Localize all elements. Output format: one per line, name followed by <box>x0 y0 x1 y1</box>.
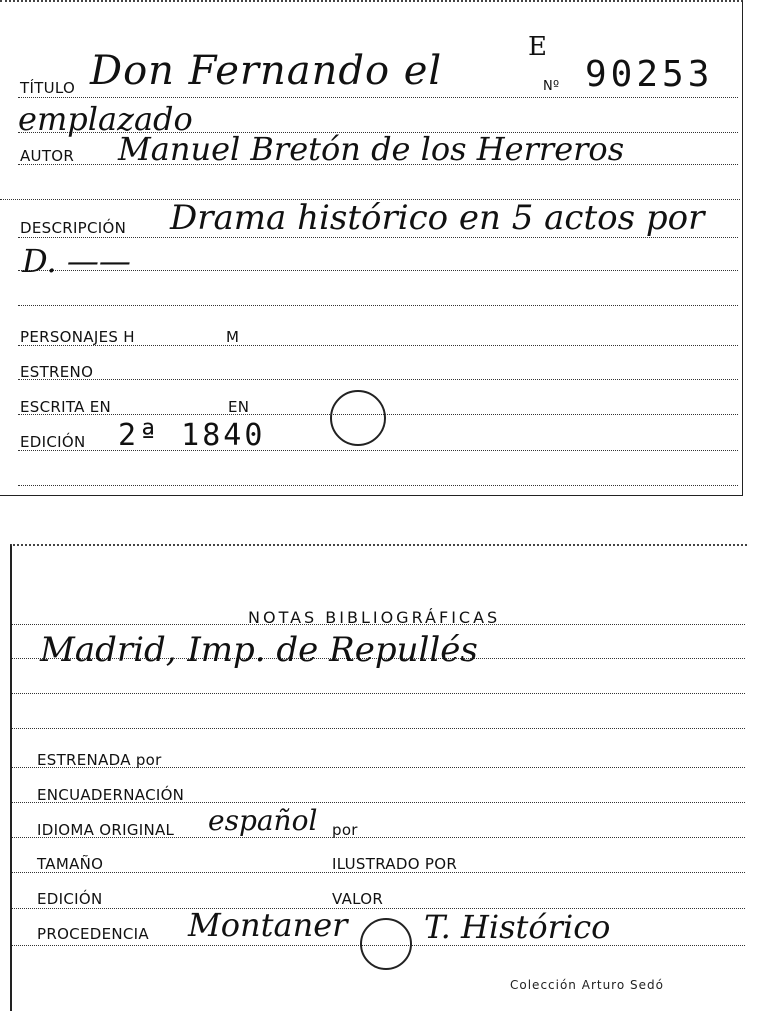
procedencia-value-2: T. Histórico <box>424 908 611 946</box>
edicion-label: EDICIÓN <box>20 433 86 451</box>
procedencia-value: Montaner <box>188 906 348 944</box>
rule-line <box>12 908 745 909</box>
titulo-value: Don Fernando el <box>90 48 443 94</box>
descripcion-value: Drama histórico en 5 actos por <box>170 198 705 238</box>
descripcion-value-continued: D. —— <box>22 242 131 280</box>
num-label: Nº <box>543 79 560 94</box>
autor-value: Manuel Bretón de los Herreros <box>118 130 625 168</box>
catalog-card-back <box>10 544 747 1011</box>
encuadernacion-label: ENCUADERNACIÓN <box>37 786 185 804</box>
titulo-value-continued: emplazado <box>18 100 193 138</box>
idioma-original-value: español <box>208 804 318 837</box>
notas-value: Madrid, Imp. de Repullés <box>40 630 478 670</box>
rule-line <box>18 305 738 306</box>
stamp-circle-mark <box>360 918 412 970</box>
procedencia-label: PROCEDENCIA <box>37 925 149 943</box>
tamano-label: TAMAÑO <box>37 855 104 873</box>
rule-line <box>18 485 738 486</box>
en-label: EN <box>228 398 250 416</box>
titulo-label: TÍTULO <box>20 79 76 97</box>
descripcion-label: DESCRIPCIÓN <box>20 219 127 237</box>
num-superscript: E <box>528 32 547 62</box>
stamp-circle-mark <box>330 390 386 446</box>
catalog-card-front <box>0 0 743 496</box>
estreno-label: ESTRENO <box>20 363 94 381</box>
personajes-m-label: M <box>226 328 240 346</box>
notas-heading: NOTAS BIBLIOGRÁFICAS <box>248 608 501 627</box>
rule-line <box>18 97 738 98</box>
autor-label: AUTOR <box>20 147 75 165</box>
valor-label: VALOR <box>332 890 384 908</box>
edicion-back-label: EDICIÓN <box>37 890 103 908</box>
rule-line <box>12 693 745 694</box>
rule-line <box>18 379 738 380</box>
idioma-original-label: IDIOMA ORIGINAL <box>37 821 175 839</box>
edicion-value: 2ª 1840 <box>118 418 266 453</box>
escrita-en-label: ESCRITA EN <box>20 398 112 416</box>
registry-number: 90253 <box>585 54 714 95</box>
collection-credit: Colección Arturo Sedó <box>510 978 664 992</box>
ilustrado-por-label: ILUSTRADO POR <box>332 855 458 873</box>
idioma-por-label: por <box>332 821 358 839</box>
rule-line <box>12 728 745 729</box>
personajes-h-label: PERSONAJES H <box>20 328 135 346</box>
estrenada-por-label: ESTRENADA por <box>37 751 162 769</box>
